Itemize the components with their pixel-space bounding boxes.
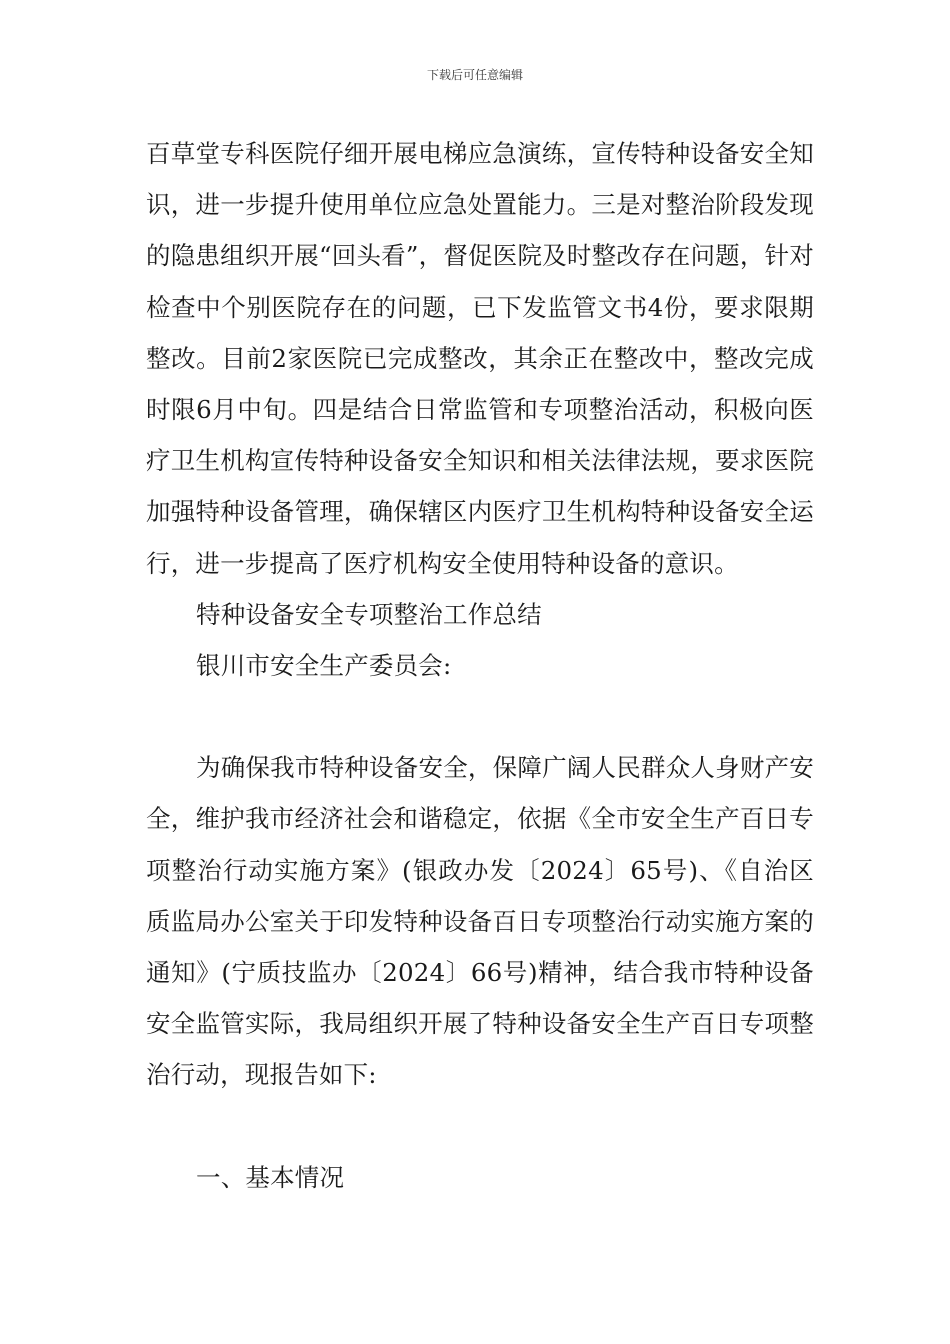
header-note: 下载后可任意编辑 — [426, 68, 523, 82]
paragraph-continued: 百草堂专科医院仔细开展电梯应急演练，宣传特种设备安全知识，进一步提升使用单位应急处置能力。三是对整治阶段发现的隐患组织开展“回头看”，督促医院及时整改存在问题，针对检查中个别医院存在的问题，已下发监管文书4份，要求限期整改。目前2家医院已完成整改，其余正在整改中，整改完成时限6月中旬。四是结合日常监管和专项整治活动，积极向医疗卫生机构宣传特种设备安全知识和相关法律法规，要求医院加强特种设备管理，确保辖区内医疗卫生机构特种设备安全运行，进一步提高了医疗机构安全使用特种设备的意识。 — [146, 139, 814, 578]
document-title: 特种设备安全专项整治工作总结 — [196, 599, 542, 629]
section-heading: 一、基本情况 — [196, 1162, 345, 1192]
paragraph-intro: 为确保我市特种设备安全，保障广阔人民群众人身财产安全，维护我市经济社会和谐稳定，依据《全市安全生产百日专项整治行动实施方案》(银政办发〔2024〕65号)、《自治区质监局办公室关于印发特种设备百日专项整治行动实施方案的通知》(宁质技监办〔2024〕66号)精神，结合我市特种设备安全监管实际，我局组织开展了特种设备安全生产百日专项整治行动，现报告如下: — [146, 753, 814, 1090]
document-body — [146, 128, 814, 1203]
salutation: 银川市安全生产委员会: — [196, 651, 452, 681]
